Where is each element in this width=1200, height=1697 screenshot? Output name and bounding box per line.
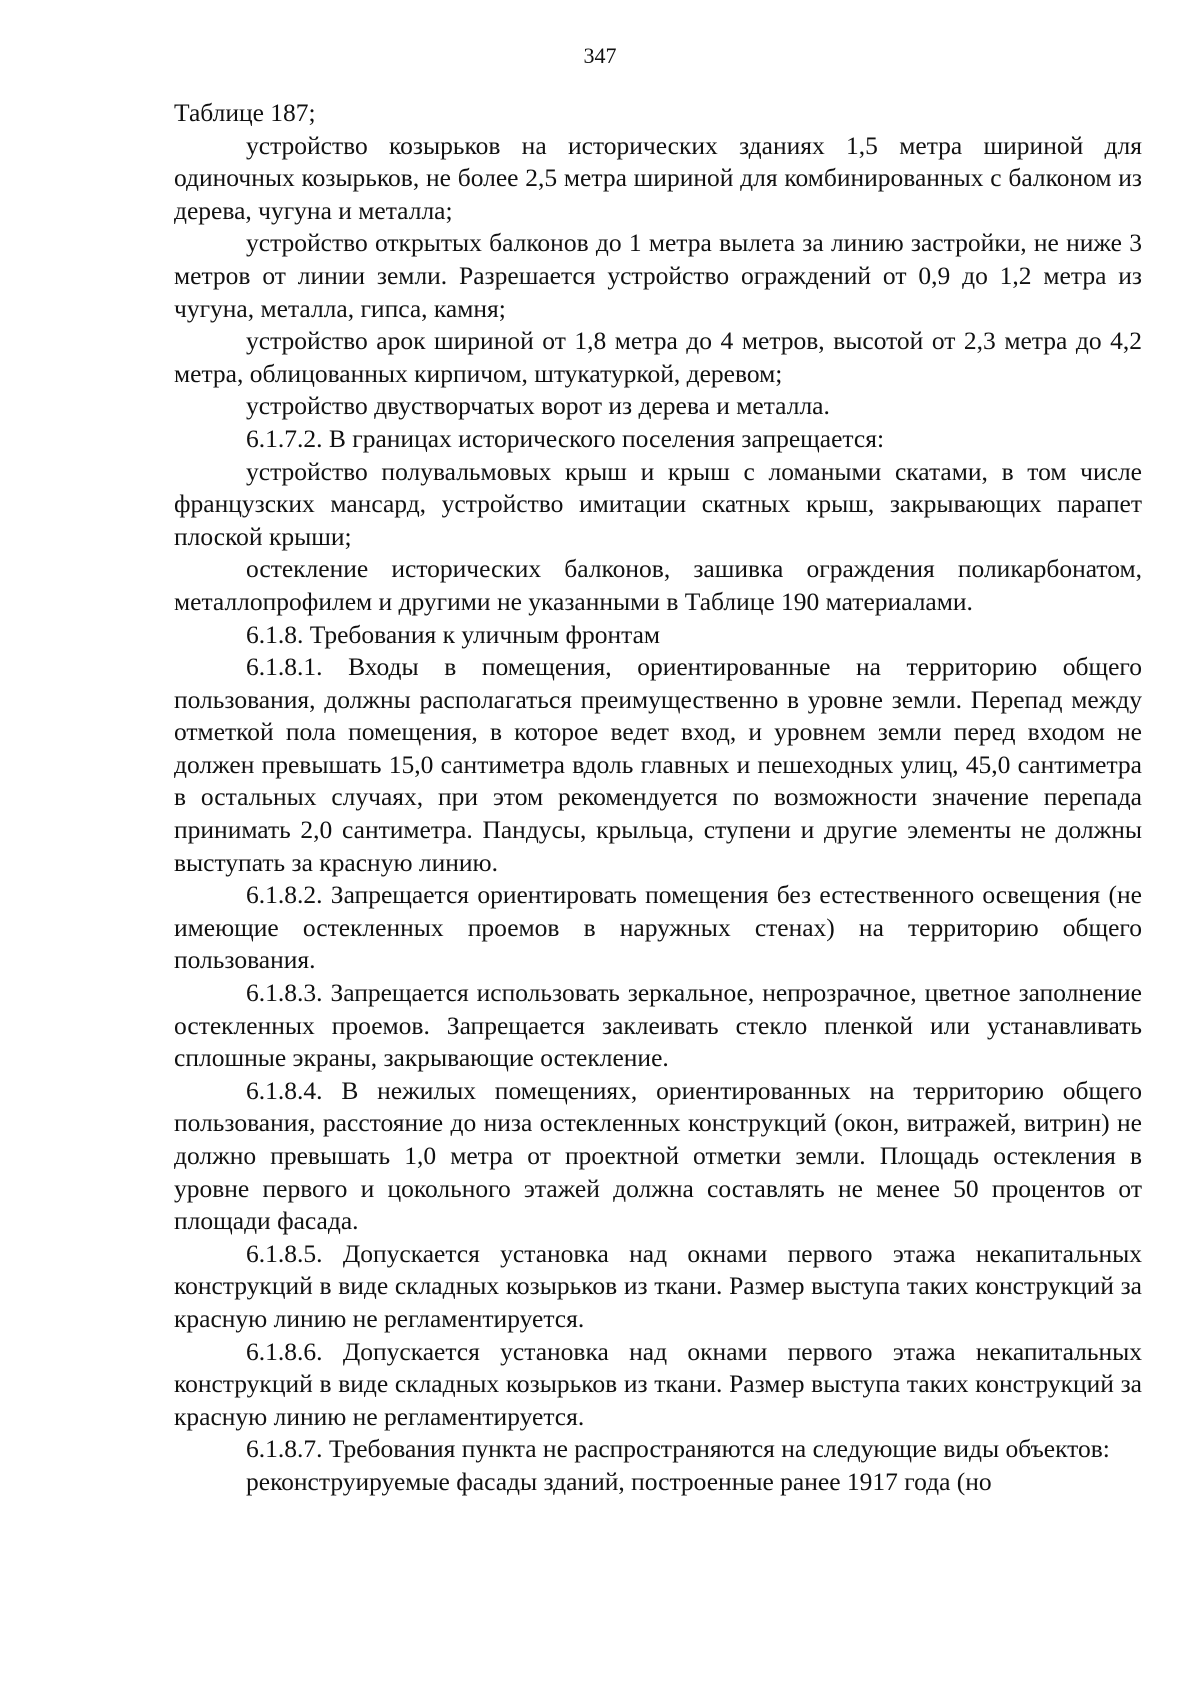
paragraph: 6.1.7.2. В границах исторического поселения запрещается: (246, 423, 885, 453)
paragraph: 6.1.8.7. Требования пункта не распространяются на следующие виды объектов: (246, 1434, 1110, 1464)
paragraph: устройство двустворчатых ворот из дерева и металла. (246, 391, 830, 421)
paragraph: устройство открытых балконов до 1 метра вылета за линию застройки, не ниже 3 метров от линии земли. Разрешается устройство ограждений от 0,9 до 1,2 метра из чугуна, металла, гипса, камня; (174, 228, 1142, 323)
paragraph: 6.1.8.3. Запрещается использовать зеркальное, непрозрачное, цветное заполнение остекленных проемов. Запрещается заклеивать стекло пленкой или устанавливать сплошные экраны, закрывающие остекление. (174, 978, 1142, 1073)
paragraph: 6.1.8.2. Запрещается ориентировать помещения без естественного освещения (не имеющие остекленных проемов в наружных стенах) на территорию общего пользования. (174, 880, 1142, 975)
paragraph: 6.1.8.4. В нежилых помещениях, ориентированных на территорию общего пользования, расстояние до низа остекленных конструкций (окон, витражей, витрин) не должно превышать 1,0 метра от проектной отметки земли. Площадь остекления в уровне первого и цокольного этажей должна составлять не менее 50 процентов от площади фасада. (174, 1075, 1142, 1236)
paragraph: устройство козырьков на исторических зданиях 1,5 метра шириной для одиночных козырьков, не более 2,5 метра шириной для комбинированных с балконом из дерева, чугуна и металла; (174, 130, 1142, 225)
paragraph: Таблице 187; (174, 98, 316, 127)
paragraph: остекление исторических балконов, зашивка ограждения поликарбонатом, металлопрофилем и другими не указанными в Таблице 190 материалами. (174, 554, 1142, 616)
page-number: 347 (583, 43, 617, 68)
paragraph: устройство полувальмовых крыш и крыш с ломаными скатами, в том числе французских мансард, устройство имитации скатных крыш, закрывающих парапет плоской крыши; (174, 456, 1142, 551)
paragraph: 6.1.8. Требования к уличным фронтам (246, 619, 661, 649)
paragraph: реконструируемые фасады зданий, построенные ранее 1917 года (но (246, 1466, 992, 1496)
paragraph: устройство арок шириной от 1,8 метра до 4 метров, высотой от 2,3 метра до 4,2 метра, облицованных кирпичом, штукатуркой, деревом; (174, 326, 1142, 388)
paragraph: 6.1.8.1. Входы в помещения, ориентированные на территорию общего пользования, должны располагаться преимущественно в уровне земли. Перепад между отметкой пола помещения, в которое ведет вход, и уровнем земли перед входом не должен превышать 15,0 сантиметра вдоль главных и пешеходных улиц, 45,0 сантиметра в остальных случаях, при этом рекомендуется по возможности значение перепада принимать 2,0 сантиметра. Пандусы, крыльца, ступени и другие элементы не должны выступать за красную линию. (174, 652, 1142, 877)
paragraph: 6.1.8.5. Допускается установка над окнами первого этажа некапитальных конструкций в виде складных козырьков из ткани. Размер выступа таких конструкций за красную линию не регламентируется. (174, 1238, 1142, 1333)
document-body (174, 97, 1142, 1499)
paragraph: 6.1.8.6. Допускается установка над окнами первого этажа некапитальных конструкций в виде складных козырьков из ткани. Размер выступа таких конструкций за красную линию не регламентируется. (174, 1336, 1142, 1431)
